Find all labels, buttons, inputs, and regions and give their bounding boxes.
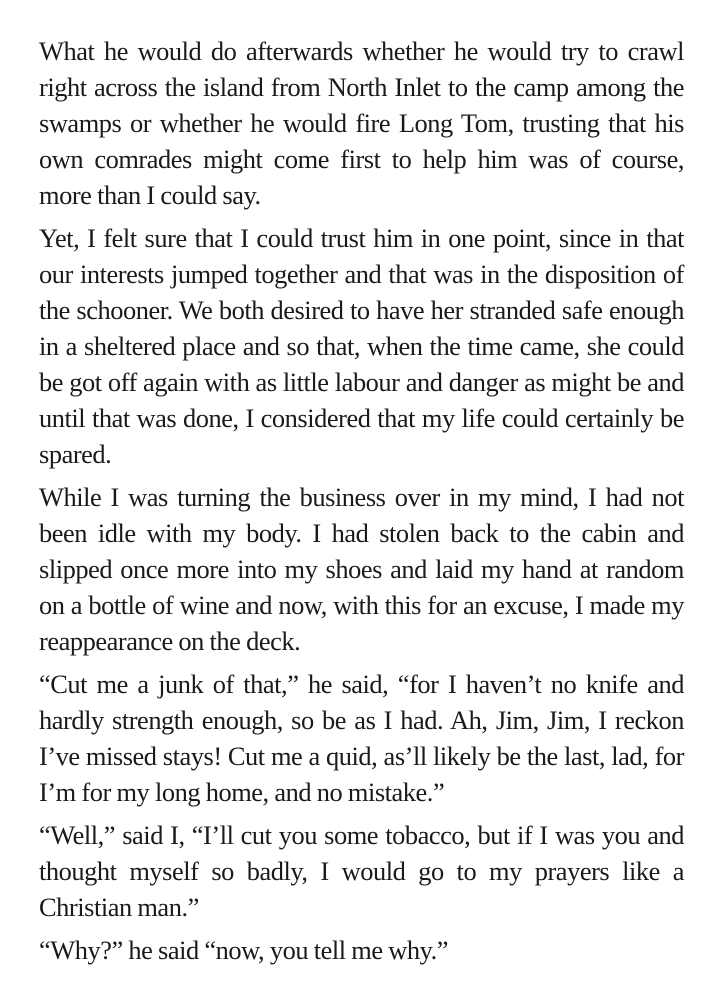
paragraph-6: “Why?” he said “now, you tell me why.”	[39, 935, 449, 965]
paragraph-2: Yet, I felt sure that I could trust him in one point, since in that our interests jumped together and that was in the disposition of the schooner. We both desired to have her stranded safe enough in a sheltered place and so that, when the time came, she could be got off again with as little labour and danger as might be and until that was done, I considered that my life could certainly be spared.	[39, 223, 684, 469]
document-page	[39, 33, 684, 975]
paragraph-4: “Cut me a junk of that,” he said, “for I haven’t no knife and hardly strength enough, so be as I had. Ah, Jim, Jim, I reckon I’ve missed stays! Cut me a quid, as’ll likely be the last, lad, for I’m for my long home, and no mistake.”	[39, 669, 684, 807]
paragraph-5: “Well,” said I, “I’ll cut you some tobacco, but if I was you and thought myself so badly, I would go to my prayers like a Christian man.”	[39, 820, 684, 922]
paragraph-3: While I was turning the business over in my mind, I had not been idle with my body. I had stolen back to the cabin and slipped once more into my shoes and laid my hand at random on a bottle of wine and now, with this for an excuse, I made my reappearance on the deck.	[39, 482, 684, 656]
paragraph-1: What he would do afterwards whether he would try to crawl right across the island from North Inlet to the camp among the swamps or whether he would fire Long Tom, trusting that his own comrades might come first to help him was of course, more than I could say.	[39, 36, 684, 210]
